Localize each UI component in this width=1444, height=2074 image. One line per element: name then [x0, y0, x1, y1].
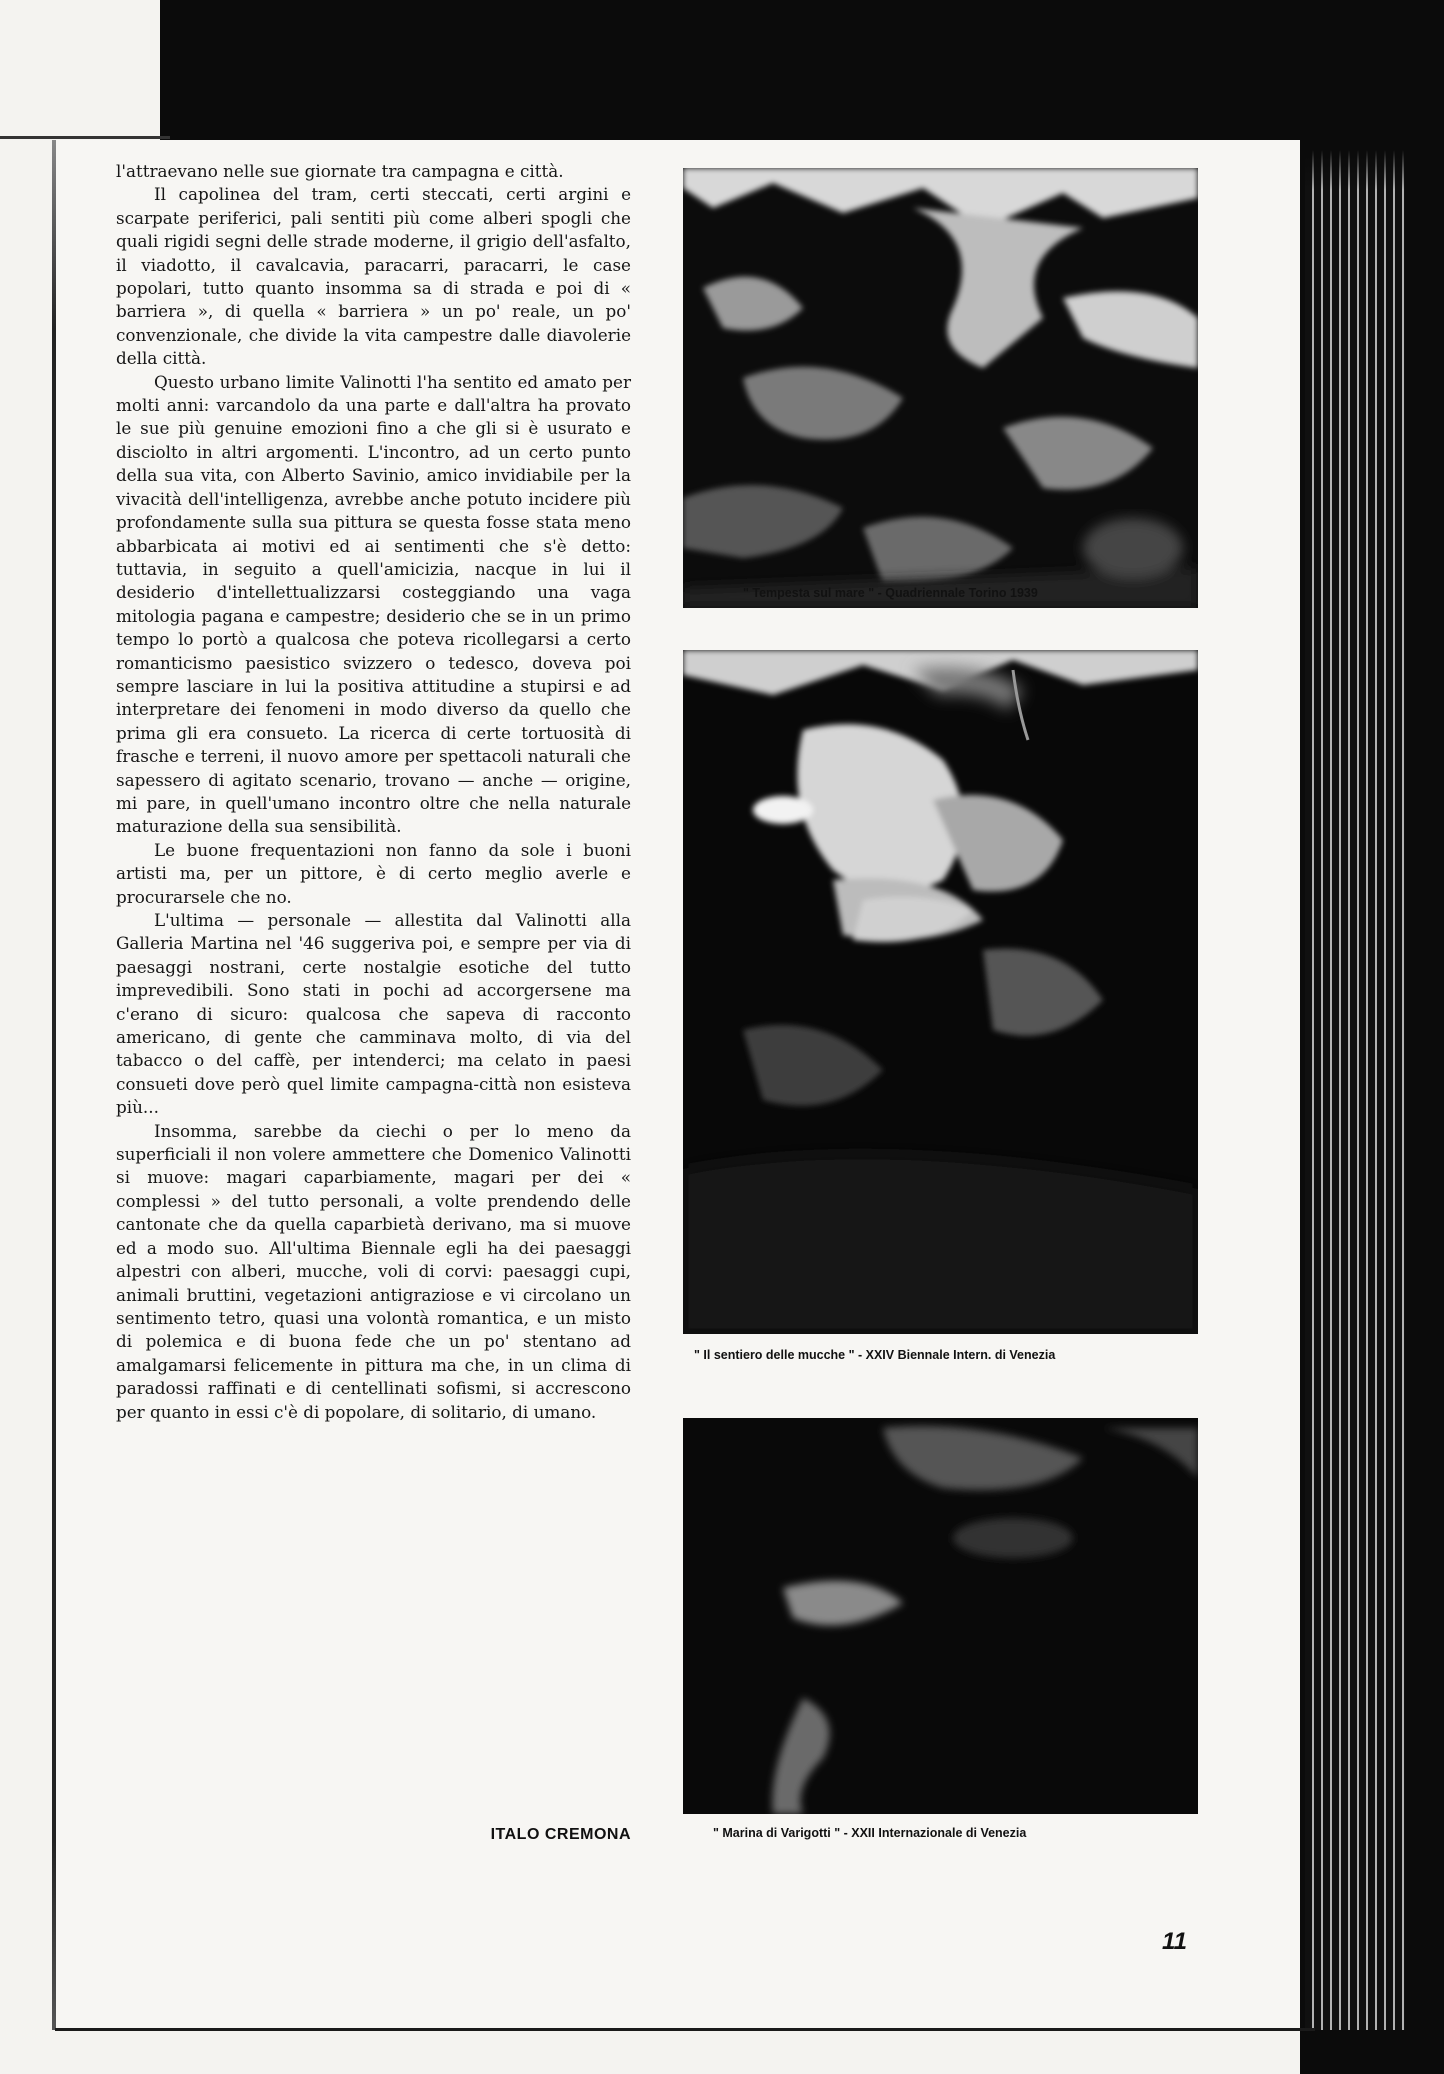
article-paragraph-1: l'attraevano nelle sue giornate tra campagna e città.	[116, 161, 564, 181]
top-rule	[0, 136, 170, 139]
page-edges	[1305, 150, 1405, 2030]
scan-margin	[0, 0, 160, 140]
painting-tempesta-sul-mare	[683, 168, 1198, 608]
painting-image	[683, 168, 1198, 608]
page-left-edge	[52, 140, 56, 2030]
painting-marina-di-varigotti	[683, 1418, 1198, 1814]
painting-image	[683, 650, 1198, 1334]
painting-il-sentiero-delle-mucche	[683, 650, 1198, 1334]
caption-figure-2: " Il sentiero delle mucche " - XXIV Biennale Intern. di Venezia	[694, 1348, 1056, 1362]
scan-border-top	[0, 0, 1444, 140]
caption-figure-1: " Tempesta sul mare " - Quadriennale Torino 1939	[743, 586, 1038, 600]
caption-figure-3: " Marina di Varigotti " - XXII Internazionale di Venezia	[713, 1826, 1027, 1840]
article-paragraph-4: Le buone frequentazioni non fanno da sole i buoni artisti ma, per un pittore, è di certo meglio averle e procurarsele che no.	[116, 839, 631, 907]
author-signature: ITALO CREMONA	[490, 1826, 631, 1843]
article-paragraph-6: Insomma, sarebbe da ciechi o per lo meno da superficiali il non volere ammettere che Domenico Valinotti si muove: magari caparbiamente, magari per dei « complessi » del tutto personali, a volte prendendo delle cantonate che da quella caparbietà derivano, ma si muove ed a modo suo. All'ultima Biennale egli ha dei paesaggi alpestri con alberi, mucche, voli di corvi: paesaggi cupi, animali bruttini, vegetazioni antigraziose e vi circolano un sentimento tetro, quasi una volontà romantica, e un misto di polemica e di buona fede che un po' stentano ad amalgamarsi felicemente in pittura ma che, in un clima di paradossi raffinati e di centellinati sofismi, si accrescono per quanto in essi c'è di popolare, di solitario, di umano.	[116, 1120, 631, 1422]
article-paragraph-3: Questo urbano limite Valinotti l'ha sentito ed amato per molti anni: varcandolo da una parte e dall'altra ha provato le sue più genuine emozioni fino a che gli si è usurato e disciolto in altri argomenti. L'incontro, ad un certo punto della sua vita, con Alberto Savinio, amico invidiabile per la vivacità dell'intelligenza, avrebbe anche potuto incidere più profondamente sulla sua pittura se questa fosse stata meno abbarbicata ai motivi ed ai sentimenti che s'è detto: tuttavia, in seguito a quell'amicizia, nacque in lui il desiderio d'intellettualizzarsi costeggiando una vaga mitologia pagana e campestre; desiderio che se in un primo tempo lo portò a qualcosa che poteva ricollegarsi a certo romanticismo paesistico svizzero o tedesco, doveva poi sempre lasciare in lui la positiva attitudine a stupirsi e ad interpretare dei fenomeni in modo diverso da quello che prima gli era consueto. La ricerca di certe tortuosità di frasche e terreni, il nuovo amore per spettacoli naturali che sapessero di agitato scenario, trovano — anche — origine, mi pare, in quell'umano incontro oltre che nella naturale maturazione della sua sensibilità.	[116, 371, 631, 837]
page-number: 11	[1162, 1928, 1187, 1955]
article-paragraph-5: L'ultima — personale — allestita dal Valinotti alla Galleria Martina nel '46 suggeriva poi, e sempre per via di paesaggi nostrani, certe nostalgie esotiche del tutto imprevedibili. Sono stati in pochi ad accorgersene ma c'erano di sicuro: qualcosa che sapeva di racconto americano, di gente che camminava molto, di via del tabacco o del caffè, per intenderci; ma celato in paesi consueti dove però quel limite campagna-città non esisteva più...	[116, 910, 631, 1118]
article-body	[116, 160, 631, 1424]
painting-image	[683, 1418, 1198, 1814]
page-bottom-edge	[55, 2028, 1315, 2031]
article-paragraph-2: Il capolinea del tram, certi steccati, certi argini e scarpate periferici, pali sentiti più come alberi spogli che quali rigidi segni delle strade moderne, il grigio dell'asfalto, il viadotto, il cavalcavia, paracarri, paracarri, le case popolari, tutto quanto insomma sa di strada e poi di « barriera », di quella « barriera » un po' reale, un po' convenzionale, che divide la vita campestre dalle diavolerie della città.	[116, 184, 631, 369]
